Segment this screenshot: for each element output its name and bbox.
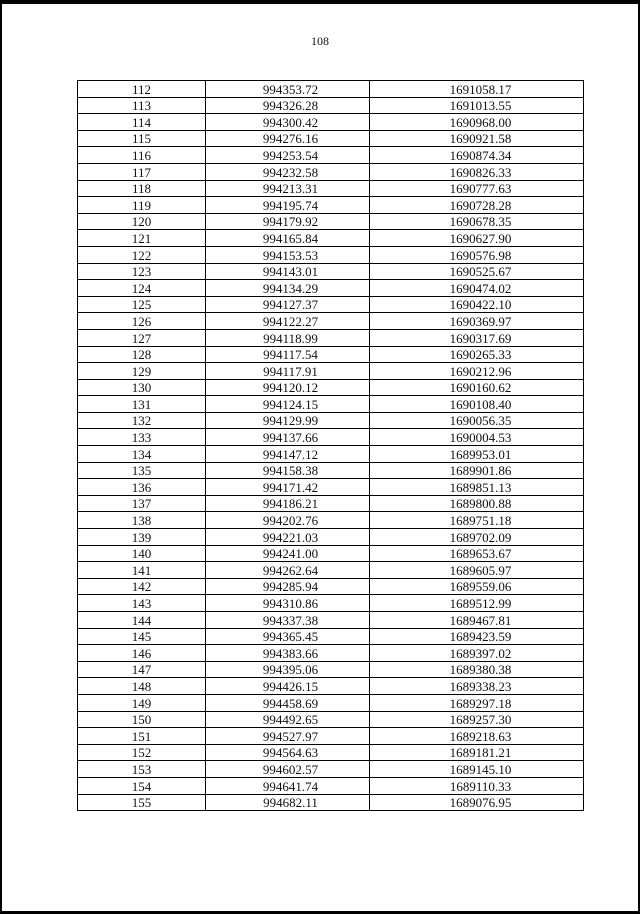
table-row [78,412,584,429]
x-coordinate-cell: 994153.53 [206,246,370,263]
y-coordinate-cell: 1690004.53 [370,429,584,446]
point-number-cell: 125 [78,296,206,313]
table-row [78,296,584,313]
point-number-cell: 152 [78,744,206,761]
table-row [78,661,584,678]
point-number-cell: 118 [78,180,206,197]
y-coordinate-cell: 1689605.97 [370,562,584,579]
point-number-cell: 143 [78,595,206,612]
point-number-cell: 123 [78,263,206,280]
table-row [78,230,584,247]
x-coordinate-cell: 994147.12 [206,446,370,463]
page-number: 108 [311,34,329,48]
x-coordinate-cell: 994492.65 [206,711,370,728]
y-coordinate-cell: 1689800.88 [370,495,584,512]
table-row [78,429,584,446]
x-coordinate-cell: 994337.38 [206,612,370,629]
table-row [78,479,584,496]
x-coordinate-cell: 994117.91 [206,363,370,380]
x-coordinate-cell: 994165.84 [206,230,370,247]
point-number-cell: 142 [78,578,206,595]
x-coordinate-cell: 994120.12 [206,379,370,396]
page-border-top [0,0,640,4]
y-coordinate-cell: 1690056.35 [370,412,584,429]
y-coordinate-cell: 1689380.38 [370,661,584,678]
y-coordinate-cell: 1690108.40 [370,396,584,413]
x-coordinate-cell: 994137.66 [206,429,370,446]
table-row [78,645,584,662]
y-coordinate-cell: 1690874.34 [370,147,584,164]
point-number-cell: 129 [78,363,206,380]
y-coordinate-cell: 1689145.10 [370,761,584,778]
y-coordinate-cell: 1689953.01 [370,446,584,463]
point-number-cell: 130 [78,379,206,396]
point-number-cell: 113 [78,97,206,114]
y-coordinate-cell: 1690160.62 [370,379,584,396]
y-coordinate-cell: 1691013.55 [370,97,584,114]
y-coordinate-cell: 1690968.00 [370,114,584,131]
y-coordinate-cell: 1690212.96 [370,363,584,380]
point-number-cell: 135 [78,462,206,479]
point-number-cell: 145 [78,628,206,645]
y-coordinate-cell: 1689257.30 [370,711,584,728]
table-row [78,744,584,761]
y-coordinate-cell: 1689397.02 [370,645,584,662]
y-coordinate-cell: 1689901.86 [370,462,584,479]
table-row [78,329,584,346]
table-row [78,777,584,794]
point-number-cell: 155 [78,794,206,811]
x-coordinate-cell: 994285.94 [206,578,370,595]
point-number-cell: 147 [78,661,206,678]
point-number-cell: 126 [78,313,206,330]
point-number-cell: 133 [78,429,206,446]
point-number-cell: 114 [78,114,206,131]
x-coordinate-cell: 994300.42 [206,114,370,131]
table-row [78,81,584,98]
x-coordinate-cell: 994127.37 [206,296,370,313]
table-row [78,728,584,745]
x-coordinate-cell: 994129.99 [206,412,370,429]
y-coordinate-cell: 1690369.97 [370,313,584,330]
table-row [78,711,584,728]
x-coordinate-cell: 994195.74 [206,197,370,214]
y-coordinate-cell: 1690576.98 [370,246,584,263]
y-coordinate-cell: 1690921.58 [370,130,584,147]
y-coordinate-cell: 1690627.90 [370,230,584,247]
x-coordinate-cell: 994171.42 [206,479,370,496]
y-coordinate-cell: 1690474.02 [370,280,584,297]
point-number-cell: 128 [78,346,206,363]
table-row [78,313,584,330]
x-coordinate-cell: 994383.66 [206,645,370,662]
table-row [78,562,584,579]
point-number-cell: 154 [78,777,206,794]
y-coordinate-cell: 1690525.67 [370,263,584,280]
y-coordinate-cell: 1689851.13 [370,479,584,496]
y-coordinate-cell: 1689559.06 [370,578,584,595]
x-coordinate-cell: 994134.29 [206,280,370,297]
coordinate-table [77,80,584,811]
y-coordinate-cell: 1689467.81 [370,612,584,629]
x-coordinate-cell: 994202.76 [206,512,370,529]
point-number-cell: 146 [78,645,206,662]
table-row [78,379,584,396]
page-border-left [0,0,2,914]
table-row [78,612,584,629]
y-coordinate-cell: 1689076.95 [370,794,584,811]
x-coordinate-cell: 994221.03 [206,529,370,546]
y-coordinate-cell: 1689181.21 [370,744,584,761]
table-row [78,678,584,695]
x-coordinate-cell: 994124.15 [206,396,370,413]
table-row [78,114,584,131]
point-number-cell: 137 [78,495,206,512]
x-coordinate-cell: 994241.00 [206,545,370,562]
y-coordinate-cell: 1690826.33 [370,163,584,180]
x-coordinate-cell: 994395.06 [206,661,370,678]
point-number-cell: 148 [78,678,206,695]
point-number-cell: 139 [78,529,206,546]
table-row [78,346,584,363]
table-row [78,147,584,164]
point-number-cell: 138 [78,512,206,529]
y-coordinate-cell: 1689751.18 [370,512,584,529]
table-row [78,130,584,147]
table-row [78,462,584,479]
point-number-cell: 144 [78,612,206,629]
point-number-cell: 151 [78,728,206,745]
y-coordinate-cell: 1689653.67 [370,545,584,562]
y-coordinate-cell: 1691058.17 [370,81,584,98]
table-row [78,512,584,529]
table-row [78,495,584,512]
x-coordinate-cell: 994122.27 [206,313,370,330]
y-coordinate-cell: 1690265.33 [370,346,584,363]
table-row [78,761,584,778]
y-coordinate-cell: 1689702.09 [370,529,584,546]
x-coordinate-cell: 994426.15 [206,678,370,695]
x-coordinate-cell: 994117.54 [206,346,370,363]
x-coordinate-cell: 994253.54 [206,147,370,164]
x-coordinate-cell: 994641.74 [206,777,370,794]
point-number-cell: 140 [78,545,206,562]
point-number-cell: 120 [78,213,206,230]
table-row [78,628,584,645]
point-number-cell: 131 [78,396,206,413]
x-coordinate-cell: 994365.45 [206,628,370,645]
point-number-cell: 149 [78,694,206,711]
table-row [78,163,584,180]
x-coordinate-cell: 994564.63 [206,744,370,761]
table-row [78,280,584,297]
table-row [78,694,584,711]
x-coordinate-cell: 994158.38 [206,462,370,479]
y-coordinate-cell: 1689297.18 [370,694,584,711]
y-coordinate-cell: 1690422.10 [370,296,584,313]
point-number-cell: 112 [78,81,206,98]
x-coordinate-cell: 994310.86 [206,595,370,612]
y-coordinate-cell: 1689423.59 [370,628,584,645]
point-number-cell: 136 [78,479,206,496]
x-coordinate-cell: 994213.31 [206,180,370,197]
x-coordinate-cell: 994179.92 [206,213,370,230]
y-coordinate-cell: 1690728.28 [370,197,584,214]
x-coordinate-cell: 994232.58 [206,163,370,180]
y-coordinate-cell: 1689512.99 [370,595,584,612]
table-row [78,396,584,413]
table-row [78,578,584,595]
table-row [78,97,584,114]
point-number-cell: 141 [78,562,206,579]
point-number-cell: 121 [78,230,206,247]
x-coordinate-cell: 994276.16 [206,130,370,147]
table-row [78,213,584,230]
y-coordinate-cell: 1689338.23 [370,678,584,695]
point-number-cell: 116 [78,147,206,164]
table-row [78,529,584,546]
x-coordinate-cell: 994143.01 [206,263,370,280]
table-row [78,794,584,811]
point-number-cell: 115 [78,130,206,147]
y-coordinate-cell: 1689110.33 [370,777,584,794]
x-coordinate-cell: 994118.99 [206,329,370,346]
point-number-cell: 127 [78,329,206,346]
y-coordinate-cell: 1690317.69 [370,329,584,346]
point-number-cell: 117 [78,163,206,180]
x-coordinate-cell: 994682.11 [206,794,370,811]
y-coordinate-cell: 1689218.63 [370,728,584,745]
y-coordinate-cell: 1690777.63 [370,180,584,197]
table-row [78,363,584,380]
table-row [78,545,584,562]
table-row [78,595,584,612]
coordinate-table-body [78,81,584,811]
point-number-cell: 150 [78,711,206,728]
point-number-cell: 122 [78,246,206,263]
point-number-cell: 132 [78,412,206,429]
point-number-cell: 153 [78,761,206,778]
table-row [78,263,584,280]
x-coordinate-cell: 994186.21 [206,495,370,512]
x-coordinate-cell: 994262.64 [206,562,370,579]
table-row [78,446,584,463]
table-row [78,197,584,214]
table-row [78,180,584,197]
point-number-cell: 119 [78,197,206,214]
x-coordinate-cell: 994527.97 [206,728,370,745]
x-coordinate-cell: 994353.72 [206,81,370,98]
point-number-cell: 124 [78,280,206,297]
x-coordinate-cell: 994458.69 [206,694,370,711]
x-coordinate-cell: 994602.57 [206,761,370,778]
table-row [78,246,584,263]
y-coordinate-cell: 1690678.35 [370,213,584,230]
x-coordinate-cell: 994326.28 [206,97,370,114]
point-number-cell: 134 [78,446,206,463]
